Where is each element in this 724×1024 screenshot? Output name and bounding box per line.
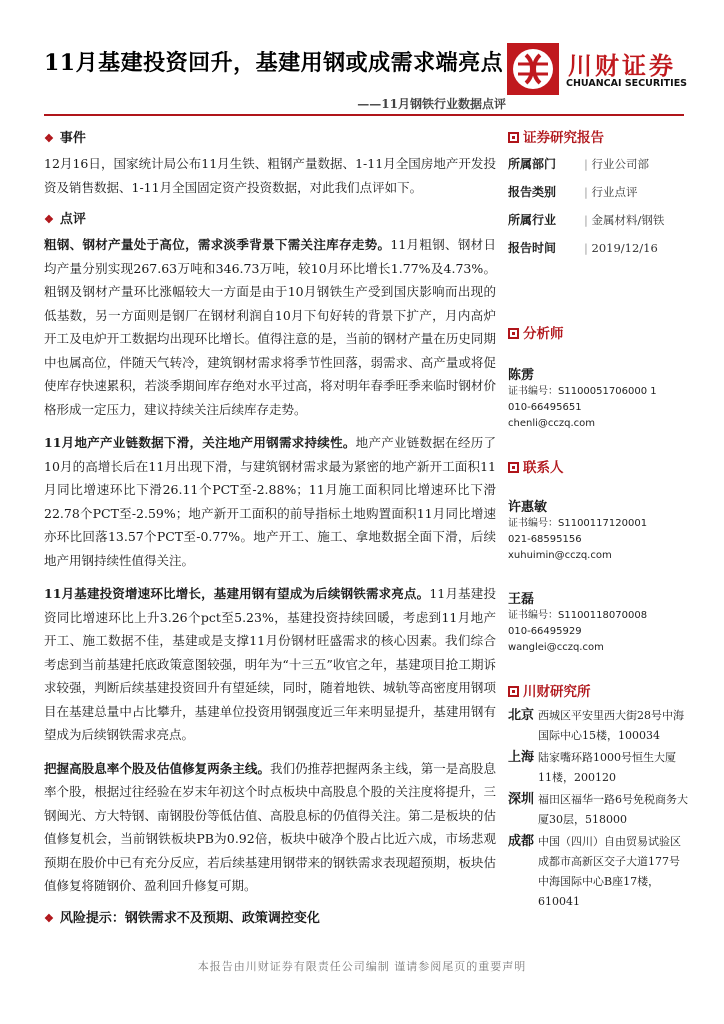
office-entry: 深圳 福田区福华一路6号免税商务大厦30层，518000 — [508, 792, 688, 826]
analyst-phone: 010-66495651 — [508, 402, 582, 413]
contact-name: 王磊 — [508, 592, 535, 607]
office-entry: 上海 陆家嘴环路1000号恒生大厦11楼，200120 — [508, 750, 676, 784]
contact-name: 许惠敏 — [508, 500, 548, 515]
contact-cert: 证书编号：S1100118070008 — [508, 610, 648, 621]
page-subtitle: ——11月钢铁行业数据点评 — [357, 97, 506, 111]
brand-logo — [506, 42, 696, 102]
logo-english-name: CHUANCAI SECURITIES — [566, 78, 688, 89]
analyst-email[interactable]: chenli@cczq.com — [508, 418, 596, 429]
info-row: 所属部门 | 行业公司部 — [508, 150, 688, 178]
event-heading: ❖ 事件 — [44, 131, 86, 146]
square-icon — [508, 132, 519, 143]
contact-cert: 证书编号：S1100117120001 — [508, 518, 648, 529]
page-title: 11月基建投资回升，基建用钢或成需求端亮点 — [44, 50, 504, 76]
office-entry: 成都 中国（四川）自由贸易试验区成都市高新区交子大道177号中海国际中心B座17楼，610041 — [508, 834, 681, 908]
logo-mark-icon — [506, 42, 560, 96]
comment-heading: ❖ 点评 — [44, 212, 86, 227]
info-row: 报告类别 | 行业点评 — [508, 178, 688, 206]
event-text: 12月16日，国家统计局公布11月生铁、粗钢产量数据、1-11月全国房地产开发投资及销售数据、1-11月全国固定资产投资数据，对此我们点评如下。 — [44, 156, 496, 195]
diamond-icon: ❖ — [44, 911, 54, 925]
report-heading: 证券研究报告 — [508, 128, 688, 150]
diamond-icon: ❖ — [44, 213, 54, 226]
contact-phone: 010-66495929 — [508, 626, 582, 637]
sidebar — [508, 128, 688, 912]
analyst-heading: 分析师 — [508, 324, 688, 346]
page-footer: 本报告由川财证券有限责任公司编制 谨请参阅尾页的重要声明 — [197, 960, 527, 973]
comment-paragraph: 11月地产产业链数据下滑，关注地产用钢需求持续性。地产产业链数据在经历了10月的高增长后在11月出现下滑，与建筑钢材需求最为紧密的地产新开工面积11月同比增速环比下滑26.11个PCT至-2.88%；11月施工面积同比增速环比下滑22.78个PCT至-2.59%；地产新开工面积的前导指标土地购置面积11月同比增速亦环比回落13.57个PCT至-0.77%。地产开工、施工、拿地数据全面下滑，后续地产用钢持续性值得关注。 — [44, 435, 496, 568]
comment-paragraph: 11月基建投资增速环比增长，基建用钢有望成为后续钢铁需求亮点。11月基建投资同比增速环比上升3.26个pct至5.23%，基建投资持续回暖，考虑到11月地产开工、施工数据不佳，基建或是支撑11月份钢材旺盛需求的核心因素。我们综合考虑到当前基建托底政策意图较强，明年为“十三五”收官之年，基建项目抢工期诉求较强，判断后续基建投资回升有望延续，同时，随着地铁、城轨等高密度用钢项目在基建总量中占比攀升，基建单位投资用钢强度近三年来明显提升，基建用钢有望成为后续钢铁需求亮点。 — [44, 586, 496, 742]
comment-paragraph: 把握高股息率个股及估值修复两条主线。我们仍推荐把握两条主线，第一是高股息率个股，根据过往经验在岁末年初这个时点板块中高股息个股的关注度将提升，三钢闽光、方大特钢、南钢股份等低估值、高股息标的仍值得关注。第二是板块的估值修复机会，当前钢铁板块PB为0.92倍，板块中破净个股占比近六成，市场悲观预期在股价中已有充分反应，若后续基建用钢带来的钢铁需求表现超预期，板块估值修复将随钢价、盈利回升修复可期。 — [44, 760, 496, 893]
analyst-cert: 证书编号：S1100051706000 1 — [508, 386, 657, 397]
analyst-name: 陈雳 — [508, 368, 535, 383]
logo-chinese-name: 川财证券 — [568, 52, 676, 80]
info-row: 所属行业 | 金属材料/钢铁 — [508, 206, 688, 234]
contact-phone: 021-68595156 — [508, 534, 582, 545]
info-row: 报告时间 | 2019/12/16 — [508, 234, 688, 262]
contact-email[interactable]: wanglei@cczq.com — [508, 642, 604, 653]
comment-paragraph: 粗钢、钢材产量处于高位，需求淡季背景下需关注库存走势。11月粗钢、钢材日均产量分别实现267.63万吨和346.73万吨，较10月环比增长1.77%及4.73%。粗钢及钢材产量环比涨幅较大一方面是由于10月钢铁生产受到国庆影响而出现的低基数，另一方面则是钢厂在钢材利润自10月下旬好转的背景下扩产，月内高炉开工及电炉开工数据均出现环比增长。值得注意的是，当前的钢材产量在历史同期中也属高位，伴随天气转冷，建筑钢材需求将季节性回落，弱需求、高产量或将促使库存快速累积，若淡季期间库存绝对水平过高，将对明年春季旺季来临时钢材价格形成一定压力，建议持续关注后续库存走势。 — [44, 237, 496, 417]
square-icon — [508, 686, 519, 697]
contact-email[interactable]: xuhuimin@cczq.com — [508, 550, 612, 561]
contact-heading: 联系人 — [508, 458, 688, 480]
diamond-icon: ❖ — [44, 132, 54, 145]
office-entry: 北京 西城区平安里西大街28号中海国际中心15楼，100034 — [508, 708, 684, 742]
header-divider — [44, 114, 684, 116]
risk-heading: ❖ 风险提示：钢铁需求不及预期、政策调控变化 — [44, 910, 320, 926]
main-content — [44, 128, 496, 932]
institute-heading: 川财研究所 — [508, 682, 688, 704]
square-icon — [508, 328, 519, 339]
square-icon — [508, 462, 519, 473]
